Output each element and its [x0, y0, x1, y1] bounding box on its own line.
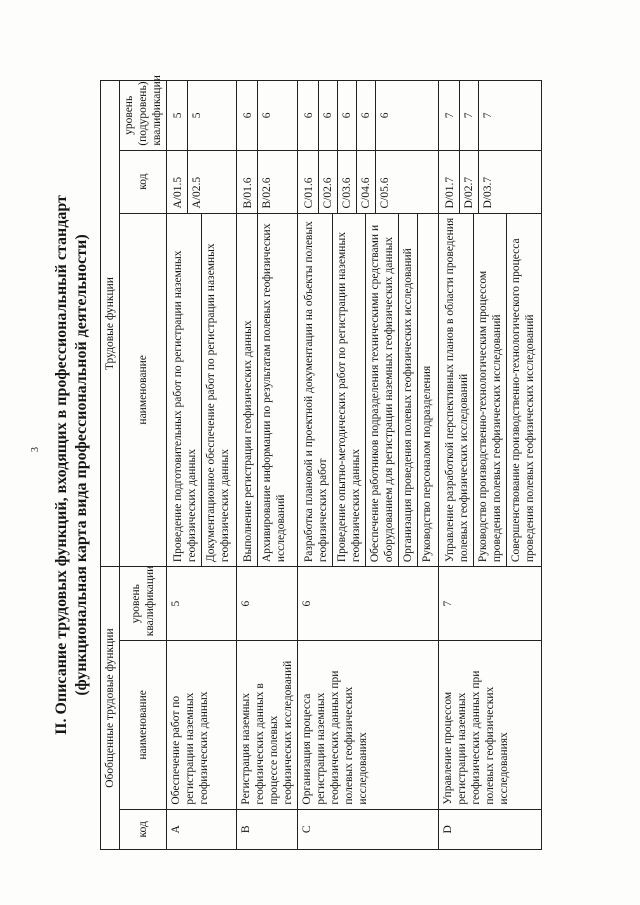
tf-code: B/02.6 — [257, 151, 276, 213]
gf-code: C — [298, 809, 439, 849]
tf-level: 6 — [242, 112, 254, 119]
tf-level: 7 — [459, 81, 478, 150]
tf-codes-cell — [167, 150, 237, 213]
header-sublevel: уровень (подуровень) квалификации — [120, 81, 167, 151]
tf-name: Документационное обеспечение работ по регистрации наземных геофизических данных — [201, 214, 234, 567]
tf-name: Проведение подготовительных работ по регистрации наземных геофизических данных — [172, 250, 198, 563]
tf-level: 6 — [318, 81, 337, 150]
header-function-name: наименование — [120, 213, 167, 567]
gf-name: Управление процессом регистрации наземных геофизических данных при полевых геофизических исследованиях — [439, 641, 542, 809]
tf-names-cell — [439, 213, 542, 567]
tf-code: C/02.6 — [318, 151, 337, 213]
tf-code: D/02.7 — [459, 151, 478, 213]
tf-code: C/04.6 — [356, 151, 375, 213]
table-row — [439, 81, 542, 850]
table-row — [167, 81, 237, 850]
tf-level: 6 — [257, 81, 276, 150]
gf-level: 6 — [237, 567, 298, 641]
tf-level: 7 — [444, 112, 456, 119]
gf-level: 7 — [439, 567, 542, 641]
gf-code: B — [237, 809, 298, 849]
tf-code: C/01.6 — [303, 177, 315, 209]
section-subtitle: (функциональная карта вида профессиональной деятельности) — [73, 234, 90, 696]
tf-level: 6 — [303, 112, 315, 119]
header-name: наименование — [120, 641, 167, 809]
gf-level: 5 — [167, 567, 237, 641]
gf-code: A — [167, 809, 237, 849]
tf-name: Руководство производственно-технологическим процессом проведения полевых геофизических исследований — [473, 214, 506, 567]
tf-name: Разработка плановой и проектной документации на объекты полевых геофизических работ — [303, 221, 329, 563]
tf-name: Архивирование информации по результатам полевых геофизических исследований — [257, 214, 290, 567]
table-subheader-row — [120, 81, 167, 850]
tf-code: C/03.6 — [337, 151, 356, 213]
tf-code: B/01.6 — [242, 177, 254, 209]
functional-map-table — [100, 75, 542, 850]
header-labor-functions: Трудовые функции — [101, 81, 120, 567]
tf-name: Совершенствование производственно-технологического процесса проведения полевых геофизических исследований — [506, 214, 539, 567]
rotated-page-content — [40, 60, 550, 870]
tf-level: 5 — [187, 81, 206, 150]
table-row — [298, 81, 439, 850]
tf-name: Управление разработкой перспективных планов в области проведения полевых геофизических исследований — [444, 217, 470, 563]
gf-name: Регистрация наземных геофизических данных в процессе полевых геофизических исследований — [237, 641, 298, 809]
tf-name: Проведение опытно-методических работ по регистрации наземных геофизических данных — [332, 214, 365, 567]
header-code: код — [120, 809, 167, 849]
page-number: 3 — [30, 447, 41, 452]
tf-level: 6 — [356, 81, 375, 150]
tf-levels-cell — [167, 81, 237, 151]
section-title: II. Описание трудовых функций, входящих в профессиональный стандарт — [53, 195, 70, 735]
tf-name: Выполнение регистрации геофизических данных — [242, 320, 254, 563]
tf-code: C/05.6 — [375, 151, 394, 213]
tf-code: D/01.7 — [444, 176, 456, 209]
tf-code: D/03.7 — [478, 151, 497, 213]
gf-level: 6 — [298, 567, 439, 641]
tf-codes-cell — [237, 150, 298, 213]
header-generalized-functions: Обобщенные трудовые функции — [101, 567, 120, 850]
table-row — [237, 81, 298, 850]
tf-level: 6 — [375, 81, 394, 150]
tf-levels-cell — [237, 81, 298, 151]
tf-level: 7 — [478, 81, 497, 150]
header-level: уровень квалификации — [120, 567, 167, 641]
header-function-code: код — [120, 150, 167, 213]
gf-name: Организация процесса регистрации наземных геофизических данных при полевых геофизических исследованиях — [298, 641, 439, 809]
tf-code: A/02.5 — [187, 151, 206, 213]
tf-name: Организация проведения полевых геофизических исследований — [398, 214, 417, 567]
tf-name: Руководство персоналом подразделения — [417, 214, 436, 567]
tf-codes-cell — [439, 150, 542, 213]
tf-name: Обеспечение работников подразделения техническими средствами и оборудованием для регистрации наземных геофизических данных — [365, 214, 398, 567]
tf-level: 6 — [337, 81, 356, 150]
gf-code: D — [439, 809, 542, 849]
gf-name: Обеспечение работ по регистрации наземных геофизических данных — [167, 641, 237, 809]
tf-levels-cell — [298, 81, 439, 151]
tf-names-cell — [167, 213, 237, 567]
tf-levels-cell — [439, 81, 542, 151]
tf-codes-cell — [298, 150, 439, 213]
tf-code: A/01.5 — [172, 176, 184, 209]
tf-level: 5 — [172, 112, 184, 119]
tf-names-cell — [237, 213, 298, 567]
table-header-row — [101, 81, 120, 850]
tf-names-cell — [298, 213, 439, 567]
